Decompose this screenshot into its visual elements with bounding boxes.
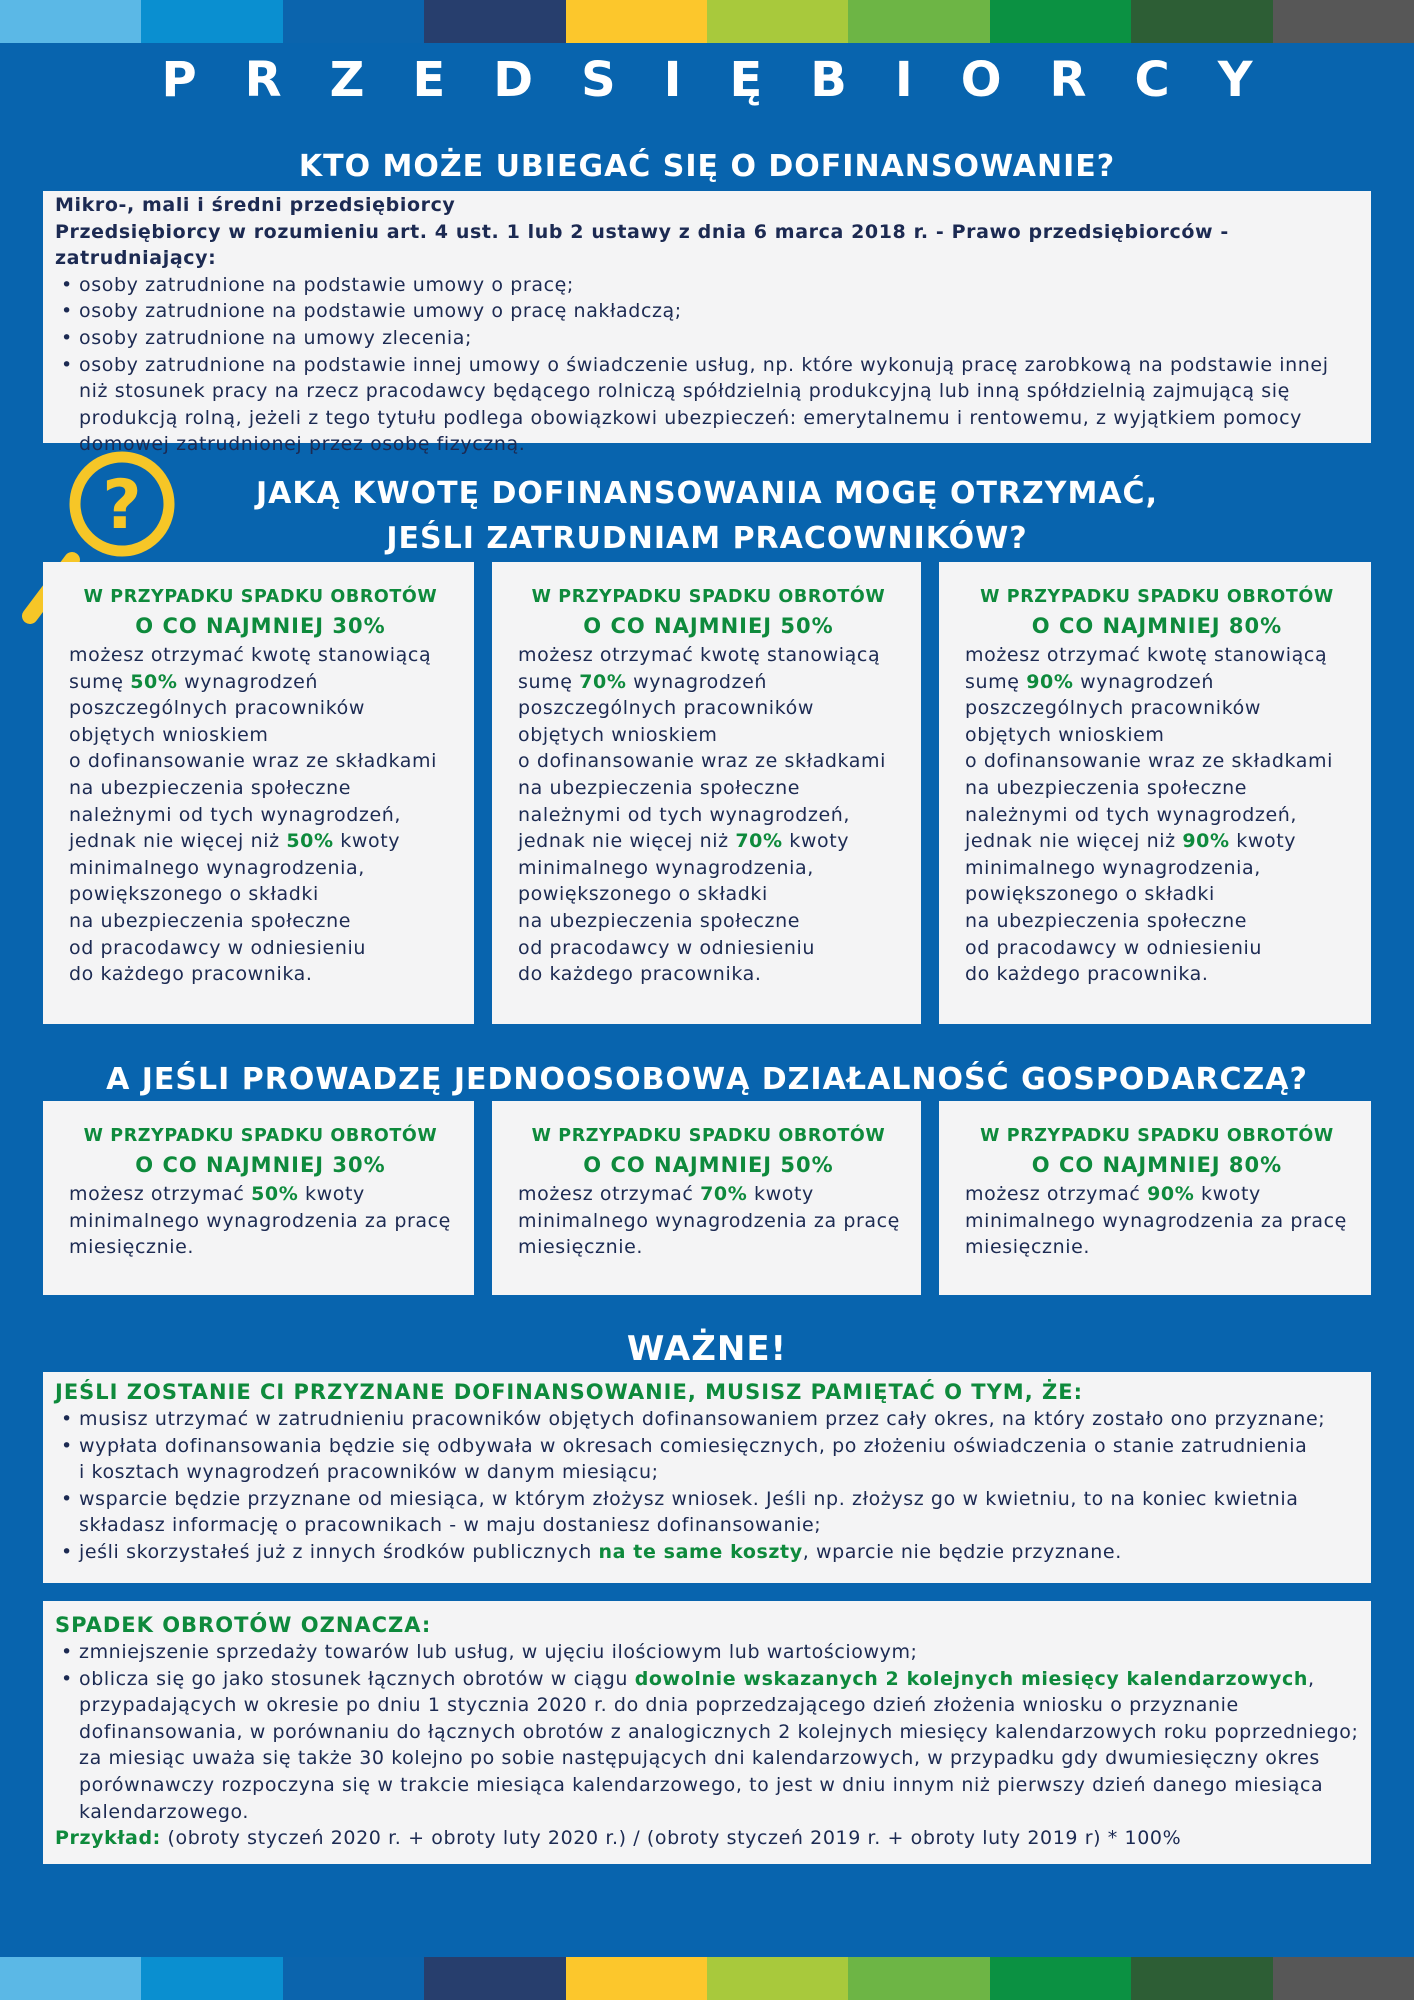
employees-card-30 (43, 562, 474, 1024)
card-body: możesz otrzymać kwotę stanowiącą sumę 50% wynagrodzeń poszczególnych pracowników objętych wnioskiem o dofinansowanie wraz ze składkami na ubezpieczenia społeczne należnymi od tych wynagrodzeń, jednak nie więcej niż 50% kwoty minimalnego wynagrodzenia, powiększonego o składki na ubezpieczenia społeczne od pracodawcy w odniesieniu do każdego pracownika. (69, 644, 438, 986)
decline-list (55, 1639, 1357, 1825)
card-heading: W PRZYPADKU SPADKU OBROTÓW (980, 587, 1334, 607)
card-heading: W PRZYPADKU SPADKU OBROTÓW (83, 587, 438, 607)
list-item: • osoby zatrudnione na podstawie innej umowy o świadczenie usług, np. które wykonują pracę zarobkową na podstawie innej niż stosunek pracy na rzecz pracodawcy będącego rolniczą spółdzielnią produkcyjną lub inną spółdzielnią zajmującą się produkcją rolną, jeżeli z tego tytułu podlega obowiązkowi ubezpieczeń: emerytalnemu i rentowemu, z wyjątkiem pomocy domowej zatrudnionej przez osobę fizyczną. (55, 352, 1357, 458)
card-heading: W PRZYPADKU SPADKU OBROTÓW (980, 1126, 1334, 1146)
card-threshold: O CO NAJMNIEJ 30% (135, 1153, 386, 1177)
who-box (43, 191, 1371, 456)
employees-heading-line2: JEŚLI ZATRUDNIAM PRACOWNIKÓW? (386, 521, 1028, 556)
svg-text:?: ? (102, 466, 142, 545)
decline-example: Przykład: (obroty styczeń 2020 r. + obroty luty 2020 r.) / (obroty styczeń 2019 r. + obroty luty 2019 r) * 100% (55, 1827, 1182, 1850)
list-item: • osoby zatrudnione na podstawie umowy o pracę; (55, 272, 1357, 299)
important-heading: WAŻNE! (626, 1329, 788, 1369)
list-item: • wypłata dofinansowania będzie się odbywała w okresach comiesięcznych, po złożeniu oświadczenia o stanie zatrudnienia i kosztach wynagrodzeń pracowników w danym miesiącu; (55, 1433, 1357, 1486)
list-item: • zmniejszenie sprzedaży towarów lub usług, w ujęciu ilościowym lub wartościowym; (55, 1639, 1357, 1666)
list-item: • musisz utrzymać w zatrudnieniu pracowników objętych dofinansowaniem przez cały okres, na który zostało ono przyznane; (55, 1406, 1357, 1433)
card-threshold: O CO NAJMNIEJ 30% (135, 614, 386, 638)
employees-card-50 (492, 562, 921, 1024)
list-item: • osoby zatrudnione na umowy zlecenia; (55, 325, 1357, 352)
sole-card-30 (43, 1101, 474, 1295)
card-threshold: O CO NAJMNIEJ 80% (1031, 1153, 1283, 1177)
card-body: możesz otrzymać 90% kwoty minimalnego wynagrodzenia za pracę miesięcznie. (965, 1183, 1347, 1259)
important-list (55, 1406, 1357, 1566)
important-box (43, 1372, 1371, 1583)
top-color-stripe (0, 0, 1414, 43)
important-subheading: JEŚLI ZOSTANIE CI PRZYZNANE DOFINANSOWANIE, MUSISZ PAMIĘTAĆ O TYM, ŻE: (55, 1380, 1083, 1404)
sole-card-80 (939, 1101, 1371, 1295)
list-item: • osoby zatrudnione na podstawie umowy o pracę nakładczą; (55, 298, 1357, 325)
list-item: • jeśli skorzystałeś już z innych środków publicznych na te same koszty, wparcie nie będzie przyznane. (55, 1539, 1357, 1566)
bottom-color-stripe (0, 1957, 1414, 2000)
sole-heading: A JEŚLI PROWADZĘ JEDNOOSOBOWĄ DZIAŁALNOŚĆ GOSPODARCZĄ? (106, 1062, 1308, 1097)
sole-card-50 (492, 1101, 921, 1295)
decline-heading: SPADEK OBROTÓW OZNACZA: (55, 1613, 432, 1637)
card-body: możesz otrzymać kwotę stanowiącą sumę 70% wynagrodzeń poszczególnych pracowników objętych wnioskiem o dofinansowanie wraz ze składkami na ubezpieczenia społeczne należnymi od tych wynagrodzeń, jednak nie więcej niż 70% kwoty minimalnego wynagrodzenia, powiększonego o składki na ubezpieczenia społeczne od pracodawcy w odniesieniu do każdego pracownika. (518, 644, 887, 986)
card-body: możesz otrzymać 70% kwoty minimalnego wynagrodzenia za pracę miesięcznie. (518, 1183, 900, 1259)
decline-box (43, 1601, 1371, 1864)
card-heading: W PRZYPADKU SPADKU OBROTÓW (83, 1126, 438, 1146)
who-line1: Mikro-, mali i średni przedsiębiorcy (55, 194, 456, 216)
card-threshold: O CO NAJMNIEJ 50% (583, 614, 834, 638)
card-heading: W PRZYPADKU SPADKU OBROTÓW (531, 1126, 886, 1146)
card-threshold: O CO NAJMNIEJ 80% (1031, 614, 1283, 638)
who-list (55, 272, 1357, 458)
card-body: możesz otrzymać kwotę stanowiącą sumę 90% wynagrodzeń poszczególnych pracowników objętych wnioskiem o dofinansowanie wraz ze składkami na ubezpieczenia społeczne należnymi od tych wynagrodzeń, jednak nie więcej niż 90% kwoty minimalnego wynagrodzenia, powiększonego o składki na ubezpieczenia społeczne od pracodawcy w odniesieniu do każdego pracownika. (965, 644, 1334, 986)
list-item: • wsparcie będzie przyznane od miesiąca, w którym złożysz wniosek. Jeśli np. złożysz go w kwietniu, to na koniec kwietnia składasz informację o pracownikach - w maju dostaniesz dofinansowanie; (55, 1486, 1357, 1539)
employees-card-80 (939, 562, 1371, 1024)
who-heading: KTO MOŻE UBIEGAĆ SIĘ O DOFINANSOWANIE? (298, 149, 1116, 184)
card-body: możesz otrzymać 50% kwoty minimalnego wynagrodzenia za pracę miesięcznie. (69, 1183, 451, 1259)
employees-heading-line1: JAKĄ KWOTĘ DOFINANSOWANIA MOGĘ OTRZYMAĆ, (256, 476, 1158, 511)
card-heading: W PRZYPADKU SPADKU OBROTÓW (531, 587, 886, 607)
who-line2: Przedsiębiorcy w rozumieniu art. 4 ust. 1 lub 2 ustawy z dnia 6 marca 2018 r. - Prawo przedsiębiorców - zatrudniający: (55, 220, 1229, 270)
page-title: PRZEDSIĘBIORCY (161, 52, 1301, 108)
list-item: • oblicza się go jako stosunek łącznych obrotów w ciągu dowolnie wskazanych 2 kolejnych miesięcy kalendarzowych, przypadających w okresie po dniu 1 stycznia 2020 r. do dnia poprzedzającego dzień złożenia wniosku o przyznanie dofinansowania, w porównaniu do łącznych obrotów z analogicznych 2 kolejnych miesięcy kalendarzowych roku poprzedniego; za miesiąc uważa się także 30 kolejno po sobie następujących dni kalendarzowych, w przypadku gdy dwumiesięczny okres porównawczy rozpoczyna się w trakcie miesiąca kalendarzowego, to jest w dniu innym niż pierwszy dzień danego miesiąca kalendarzowego. (55, 1666, 1357, 1826)
card-threshold: O CO NAJMNIEJ 50% (583, 1153, 834, 1177)
